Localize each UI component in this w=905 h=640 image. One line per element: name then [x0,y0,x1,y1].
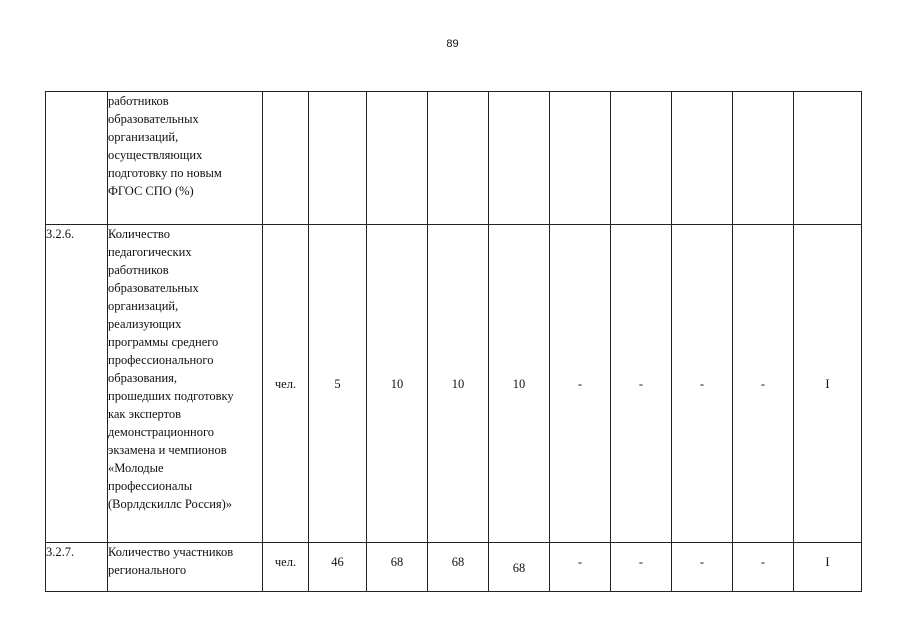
table-row [46,543,862,592]
value-cell: - [733,543,794,592]
value-cell: - [550,543,611,592]
value-cell: - [733,225,794,543]
indicator-name-line: программы среднего [108,335,219,349]
row-number: 3.2.6. [46,225,108,543]
indicator-name-line: (Ворлдскиллс Россия)» [108,497,233,511]
value-cell: - [550,225,611,543]
indicator-name-line: демонстрационного [108,425,215,439]
indicator-name-line: образовательных [108,112,199,126]
indicator-name-line: экзамена и чемпионов [108,443,227,457]
indicator-name [108,543,263,592]
unit-cell [263,92,309,225]
indicator-name [108,92,263,225]
table-row [46,92,862,225]
indicator-name-line: Количество [108,227,170,241]
indicator-name-line: Количество участников [108,545,234,559]
value-cell: - [611,543,672,592]
value-cell [489,92,550,225]
value-cell [428,92,489,225]
value-cell [794,92,862,225]
value-cell: I [794,543,862,592]
value-cell [733,92,794,225]
value-cell: 68 [428,543,489,592]
indicator-name-line: образования, [108,371,178,385]
row-number: 3.2.7. [46,543,108,592]
indicator-name-line: профессионального [108,353,214,367]
value-cell: - [611,225,672,543]
indicator-name [108,225,263,543]
indicator-name-line: профессионалы [108,479,193,493]
value-cell: 68 [489,543,550,592]
table-row [46,225,862,543]
indicator-name-line: ФГОС СПО (%) [108,184,194,198]
value-cell: 46 [309,543,367,592]
value-cell: I [794,225,862,543]
unit-cell: чел. [263,543,309,592]
indicator-name-line: прошедших подготовку [108,389,234,403]
indicator-name-line: организаций, [108,299,179,313]
indicator-name-line: работников [108,94,169,108]
value-cell [550,92,611,225]
indicator-name-line: регионального [108,563,187,577]
indicator-name-line: организаций, [108,130,179,144]
value-cell [672,92,733,225]
value-cell: - [672,543,733,592]
indicator-name-line: образовательных [108,281,199,295]
indicator-name-line: осуществляющих [108,148,203,162]
value-cell: 68 [367,543,428,592]
indicators-table [45,91,862,592]
value-cell: - [672,225,733,543]
page-number: 89 [446,38,459,50]
value-cell: 5 [309,225,367,543]
value-cell [309,92,367,225]
indicator-name-line: работников [108,263,169,277]
indicator-name-line: подготовку по новым [108,166,222,180]
indicator-name-line: педагогических [108,245,192,259]
value-cell [611,92,672,225]
value-cell: 10 [489,225,550,543]
value-cell: 10 [428,225,489,543]
indicator-name-line: как экспертов [108,407,182,421]
value-cell [367,92,428,225]
row-number [46,92,108,225]
value-cell: 10 [367,225,428,543]
unit-cell: чел. [263,225,309,543]
indicator-name-line: реализующих [108,317,182,331]
indicator-name-line: «Молодые [108,461,164,475]
